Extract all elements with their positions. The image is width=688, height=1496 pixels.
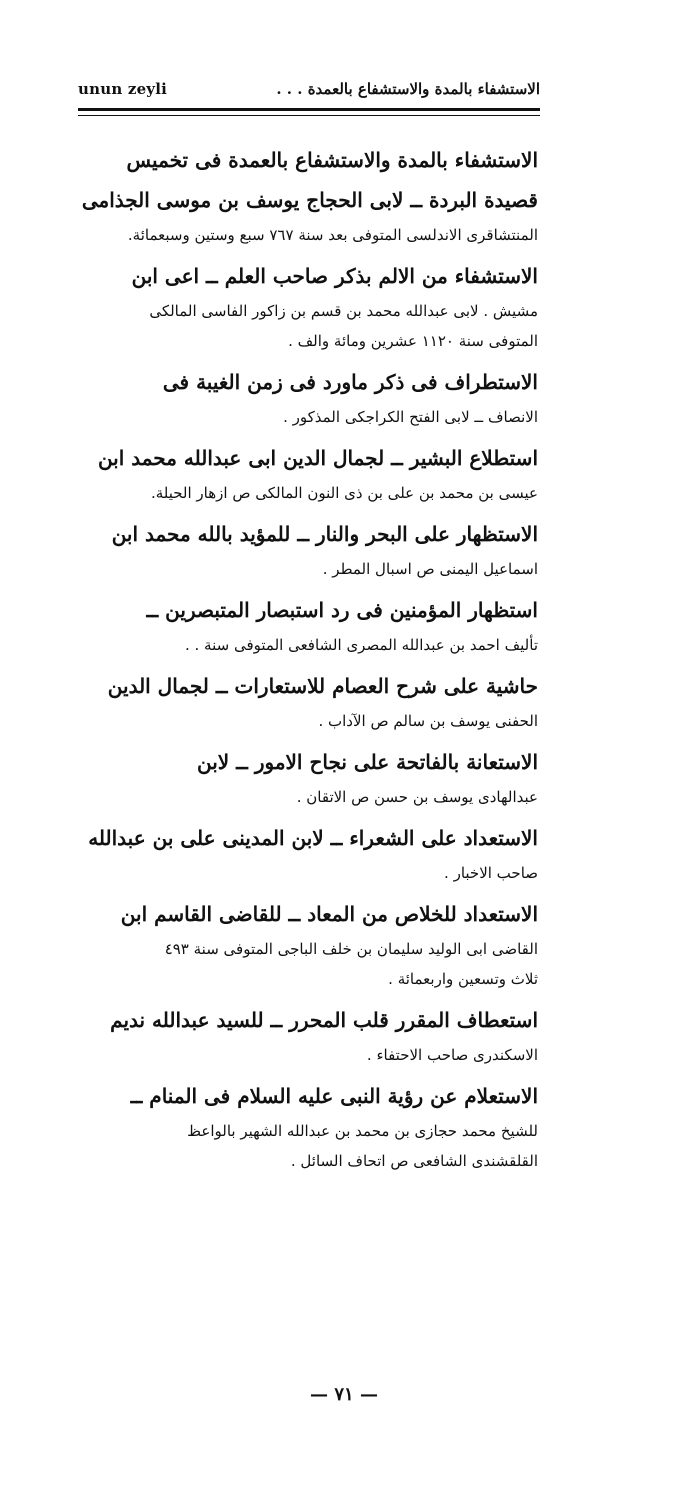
running-header [78,80,540,100]
entry-title-line: استعطاف المقرر قلب المحرر ــ للسيد عبدالله نديم [110,1008,538,1032]
entry-title-line: الاستطراف فى ذكر ماورد فى زمن الغيبة فى [162,370,538,394]
entry-title-line: الاستشفاء بالمدة والاستشفاع بالعمدة فى تخميس [126,148,538,172]
entry-description-line: عيسى بن محمد بن على بن ذى النون المالكى ص ازهار الحيلة. [150,484,538,502]
entry-description-line: للشيخ محمد حجازى بن محمد بن عبدالله الشهير بالواعظ [187,1122,538,1140]
bibliography-entry [80,514,538,584]
entry-description-line: قصيدة البردة ــ لابى الحجاج يوسف بن موسى الجذامى [81,188,538,212]
entry-title-line: حاشية على شرح العصام للاستعارات ــ لجمال الدين [107,674,538,698]
header-latin-title: unun zeyli [78,80,168,98]
page-number: — ٧١ — [310,1384,378,1405]
entry-description-line: مشيش . لابى عبدالله محمد بن قسم بن زاكور الفاسى المالكى [149,302,538,320]
entry-description-line: الانصاف ــ لابى الفتح الكراجكى المذكور . [283,408,538,426]
entry-title-line: الاستشفاء من الالم بذكر صاحب العلم ــ اعى ابن [131,264,538,288]
entry-title-line: الاستعانة بالفاتحة على نجاح الامور ــ لابن [196,750,538,774]
entry-description-line: القاضى ابى الوليد سليمان بن خلف الباجى المتوفى سنة ٤٩٣ [164,940,538,958]
entry-description-line: المتوفى سنة ١١٢٠ عشرين ومائة والف . [288,332,538,350]
header-thin-rule [78,115,540,116]
entry-title-line: استطلاع البشير ــ لجمال الدين ابى عبدالله محمد ابن [97,446,538,470]
entry-description-line: ثلاث وتسعين واربعمائة . [388,970,538,988]
entry-description-line: القلقشندى الشافعى ص اتحاف السائل . [290,1152,538,1170]
entry-title-line: الاستعلام عن رؤية النبى عليه السلام فى المنام ــ [130,1084,538,1108]
entry-description-line: الاسكندرى صاحب الاحتفاء . [366,1046,538,1064]
bibliography-entry [80,742,538,812]
bibliography-entry [80,438,538,508]
entry-title-line: الاستعداد للخلاص من المعاد ــ للقاضى القاسم ابن [120,902,538,926]
entry-title-line: الاستظهار على البحر والنار ــ للمؤيد بالله محمد ابن [111,522,538,546]
entry-description-line: صاحب الاخبار . [444,864,538,882]
entry-description-line: الحفنى يوسف بن سالم ص الآداب . [318,712,538,730]
entry-title-line: استظهار المؤمنين فى رد استبصار المتبصرين ــ [146,598,538,622]
header-arabic-title: الاستشفاء بالمدة والاستشفاع بالعمدة . . . [276,80,540,98]
bibliography-entry [80,1076,538,1176]
entry-description-line: تأليف احمد بن عبدالله المصرى الشافعى المتوفى سنة . . [184,636,538,654]
bibliography-entry [80,818,538,888]
bibliography-entry [80,666,538,736]
entries-list [80,132,538,1176]
header-thick-rule [78,108,540,111]
entry-description-line: عبدالهادى يوسف بن حسن ص الاتقان . [296,788,538,806]
entry-description-line: اسماعيل اليمنى ص اسبال المطر . [322,560,538,578]
bibliography-entry [80,590,538,660]
bibliography-entry [80,140,538,250]
bibliography-entry [80,256,538,356]
bibliography-entry [80,1000,538,1070]
entry-title-line: الاستعداد على الشعراء ــ لابن المدينى على بن عبدالله [88,826,538,850]
entry-description-line: المنتشاقرى الاندلسى المتوفى بعد سنة ٧٦٧ سبع وستين وسبعمائة. [127,226,538,244]
bibliography-entry [80,894,538,994]
bibliography-entry [80,362,538,432]
